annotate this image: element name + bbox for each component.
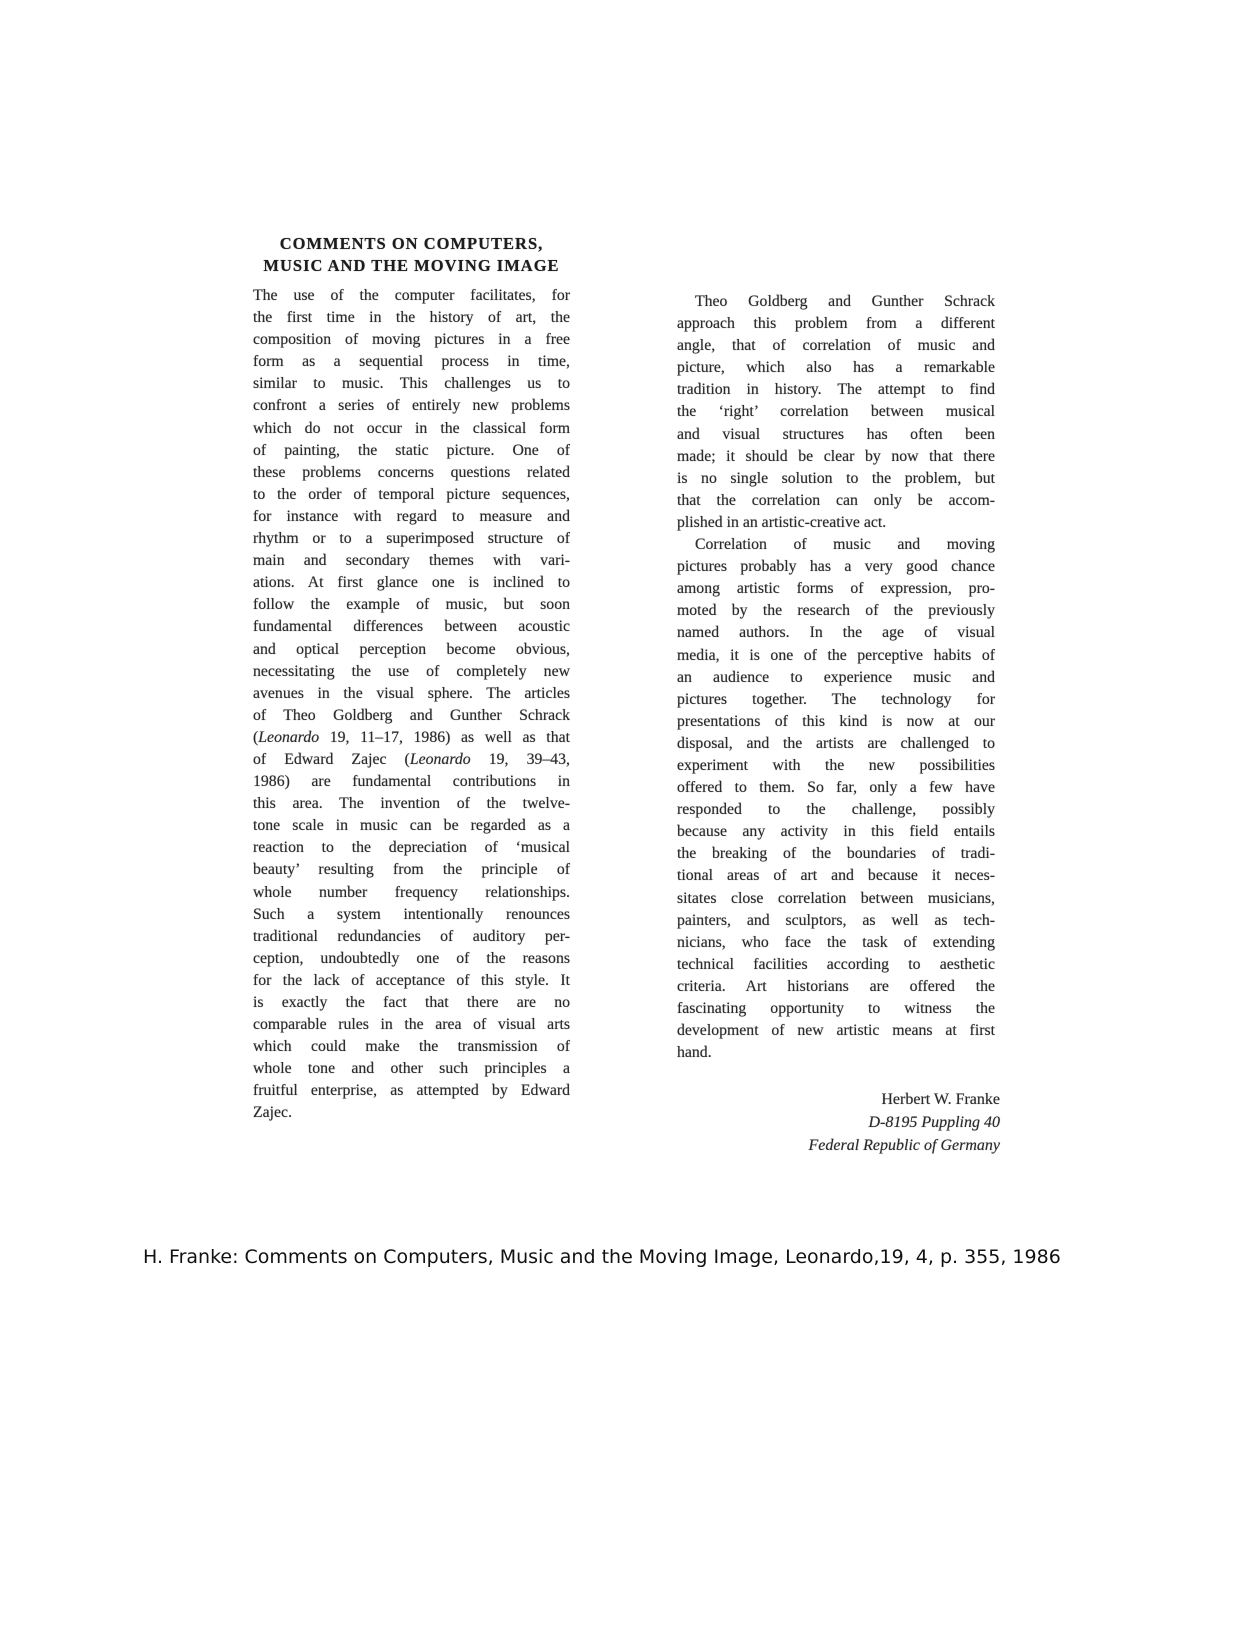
text-line: which could make the transmission of [253, 1038, 570, 1056]
text-line: pictures probably has a very good chance [677, 558, 995, 576]
text-line: rhythm or to a superimposed structure of [253, 530, 570, 548]
citation-caption: H. Franke: Comments on Computers, Music and the Moving Image, Leonardo,19, 4, p. 355, 1986 [143, 1246, 1061, 1268]
text-line: whole number frequency relationships. [253, 883, 570, 901]
text-line: form as a sequential process in time, [253, 353, 570, 371]
text-line: main and secondary themes with vari- [253, 552, 570, 570]
text-line: media, it is one of the perceptive habits of [677, 646, 995, 664]
text-line: sitates close correlation between musicians, [677, 889, 995, 907]
text-line: moted by the research of the previously [677, 602, 995, 620]
text-line: ception, undoubtedly one of the reasons [253, 949, 570, 967]
text-line: whole tone and other such principles a [253, 1060, 570, 1078]
text-line: 1986) are fundamental contributions in [253, 773, 570, 791]
text-line: The use of the computer facilitates, for [253, 287, 570, 304]
text-line: this area. The invention of the twelve- [253, 795, 570, 813]
text-line: avenues in the visual sphere. The articles [253, 684, 570, 702]
article-title [253, 233, 570, 277]
text-line: technical facilities according to aesthetic [677, 955, 995, 973]
signature-block [677, 1088, 1000, 1157]
text-line: plished in an artistic-creative act. [677, 513, 887, 531]
text-line: because any activity in this field entails [677, 823, 995, 841]
text-line: fascinating opportunity to witness the [677, 1000, 995, 1017]
text-line: of Edward Zajec (Leonardo 19, 39–43, [253, 750, 571, 768]
text-line: comparable rules in the area of visual arts [253, 1016, 570, 1034]
text-line: for the lack of acceptance of this style. It [253, 971, 570, 989]
text-line: an audience to experience music and [677, 668, 995, 686]
text-line: and optical perception become obvious, [253, 640, 570, 658]
text-line: is no single solution to the problem, but [677, 469, 995, 487]
text-line: Theo Goldberg and Gunther Schrack [695, 293, 995, 310]
text-line: painters, and sculptors, as well as tech- [677, 911, 995, 929]
text-line: which do not occur in the classical form [253, 419, 570, 437]
text-line: follow the example of music, but soon [253, 596, 570, 614]
text-line: among artistic forms of expression, pro- [677, 580, 995, 598]
text-line: of painting, the static picture. One of [253, 441, 570, 459]
text-line: angle, that of correlation of music and [677, 337, 995, 355]
text-line: Zajec. [253, 1104, 293, 1122]
author-country: Federal Republic of Germany [808, 1137, 1000, 1154]
text-line: tradition in history. The attempt to find [677, 381, 995, 399]
text-line: nicians, who face the task of extending [677, 933, 995, 951]
text-line: that the correlation can only be accom- [677, 491, 995, 509]
text-line: disposal, and the artists are challenged to [677, 734, 995, 752]
article-title-line-2: MUSIC AND THE MOVING IMAGE [263, 256, 560, 275]
text-line: and visual structures has often been [677, 425, 995, 443]
text-line: fruitful enterprise, as attempted by Edward [253, 1082, 570, 1100]
text-line: experiment with the new possibilities [677, 756, 995, 774]
right-text-column [677, 291, 995, 1064]
text-line: similar to music. This challenges us to [253, 375, 570, 393]
text-line: pictures together. The technology for [677, 690, 995, 708]
text-line: of Theo Goldberg and Gunther Schrack [253, 706, 570, 724]
text-line: is exactly the fact that there are no [253, 994, 570, 1011]
text-line: made; it should be clear by now that there [677, 447, 995, 465]
article-title-line-1: COMMENTS ON COMPUTERS, [279, 234, 544, 253]
text-line: hand. [677, 1044, 712, 1062]
text-line: picture, which also has a remarkable [677, 359, 995, 377]
text-line: approach this problem from a different [677, 315, 995, 333]
text-line: (Leonardo 19, 11–17, 1986) as well as that [253, 728, 570, 746]
text-line: composition of moving pictures in a free [253, 331, 570, 349]
text-line: beauty’ resulting from the principle of [253, 861, 570, 879]
text-line: tional areas of art and because it neces- [677, 867, 995, 885]
text-line: development of new artistic means at first [677, 1022, 995, 1040]
text-line: presentations of this kind is now at our [677, 712, 995, 730]
text-line: named authors. In the age of visual [677, 624, 995, 642]
text-line: reaction to the depreciation of ‘musical [253, 839, 570, 857]
text-line: ations. At first glance one is inclined to [253, 574, 570, 592]
text-line: the first time in the history of art, the [253, 309, 570, 327]
text-line: Correlation of music and moving [695, 536, 995, 554]
text-line: necessitating the use of completely new [253, 662, 570, 680]
text-line: confront a series of entirely new problems [253, 397, 570, 415]
text-line: the breaking of the boundaries of tradi- [677, 845, 995, 863]
left-text-column [253, 285, 570, 1125]
text-line: criteria. Art historians are offered the [677, 977, 995, 995]
text-line: offered to them. So far, only a few have [677, 779, 995, 797]
text-line: for instance with regard to measure and [253, 507, 570, 525]
author-address: D-8195 Puppling 40 [868, 1114, 1000, 1131]
text-line: Such a system intentionally renounces [253, 905, 570, 923]
text-line: fundamental differences between acoustic [253, 618, 570, 636]
text-line: these problems concerns questions related [253, 463, 570, 481]
author-name: Herbert W. Franke [881, 1091, 1000, 1108]
text-line: tone scale in music can be regarded as a [253, 817, 570, 835]
text-line: traditional redundancies of auditory per- [253, 927, 570, 945]
text-line: responded to the challenge, possibly [677, 801, 995, 819]
text-line: to the order of temporal picture sequences, [253, 485, 570, 503]
text-line: the ‘right’ correlation between musical [677, 403, 995, 421]
